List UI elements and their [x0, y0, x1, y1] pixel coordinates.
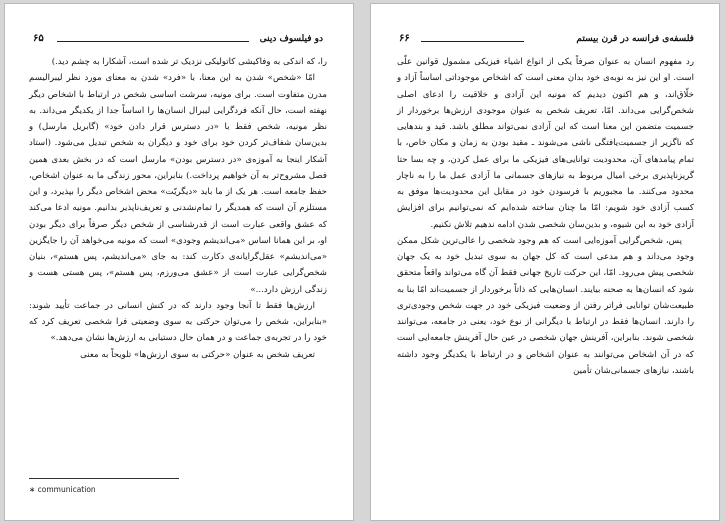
right-running-title: فلسفه‌ی فرانسه در قرن بیستم: [576, 34, 694, 44]
right-page-header: [399, 34, 694, 50]
paragraph: پس، شخص‌گرایی آموزه‌ایی است که هم وجود شخصی را عالی‌ترین شکل ممکن وجود می‌داند و هم مدعی است که کل جهان به سوی تبدیل خود به یک جهان شخصی پیش می‌رود. امّا، این حرکت تاریخ جهانی فقط آن گاه می‌تواند واقعاً متحقق شود که انسان‌ها به صحنه بیایند. انسان‌هایی که ذاتاً برخوردار از جسمیت‌اند امّا بنا به طبیعت‌شان توانایی فراتر رفتن از وضعیت فیزیکی خود در جهت شخص وجودی‌تری را دارند. انسان‌ها فقط در ارتباط با دیگرانی از نوع خود، یعنی در جامعه، می‌توانند شخصی شوند. بنابراین، آفرینش جهان شخصی در عین حال آفرینش جامعه‌ایی است که در آن اشخاص می‌توانند به عنوان اشخاص و در ارتباط با یکدیگر وجود داشته باشند، نیازهای جسمانی‌شان تأمین: [397, 235, 694, 376]
right-page: [370, 3, 720, 521]
paragraph: امّا «شخص» شدن به این معنا، با «فرد» شدن به معنای مورد نظر لیبرالیسم مدرن متفاوت است. برای مونیه، سرشت اساسی شخص در ارتباط با اشخاص دیگر نهفته است، حال آنکه فردگرایی لیبرال انسان‌ها را اساساً جدا از یکدیگر می‌داند. به نظر مونیه، شخص فقط با «در دسترس قرار دادن خود» (گابریل مارسل) و بدین‌سان شفاف‌تر کردن خود برای خود و دیگران به شخص تبدیل می‌شود. (استاد آشکار اینجا به آموزه‌ی «در دسترس بودن» مارسل است که در بخش بعدی همین فصل مشروح‌تر به آن خواهیم پرداخت.) بنابراین، محور زندگی ما به عنوان اشخاص، حفظ جامعه است. هر یک از ما باید «دیگریّت» محض اشخاص دیگر را بپذیرد، و این مستلزم آن است که همدیگر را تمام‌نشدنی و تعریف‌ناپذیر بدانیم. مونیه ادعا می‌کند که عشق واقعی عبارت است از قدرشناسی از شخص دیگر صرفاً برای دیگر بودن او، بر این همانا اساس «می‌اندیشم وجودی» است که مونیه می‌خواهد آن را جایگزین «می‌اندیشم» عقل‌گرایانه‌ی دکارت کند: به جای «می‌اندیشم، پس هستم»، بنیان شخص‌گرایی عبارت است از «عشق می‌ورزم، پس هستم»، پس هستی هست و زندگی ارزش دارد...»: [29, 73, 327, 295]
right-page-body: [397, 54, 694, 379]
left-page-header: [33, 34, 323, 50]
left-page-body: [29, 54, 327, 363]
paragraph: ارزش‌ها فقط تا آنجا وجود دارند که در کنش انسانی در جماعت تأیید شوند: «بنابراین، شخص را می‌توان حرکتی به سوی وضعیتی فرا شخصی تعریف کرد که خود را در تجربه‌ی جماعت و در همان حال دستیابی به ارزش‌ها نشان می‌دهد.»: [29, 300, 327, 344]
footnote-rule: [29, 478, 179, 479]
header-rule: [421, 41, 524, 42]
right-page-number: ۶۶: [399, 33, 410, 44]
left-running-title: دو فیلسوف دینی: [259, 34, 323, 44]
paragraph: تعریف شخص به عنوان «حرکتی به سوی ارزش‌ها» تلویحاً به معنی: [80, 349, 315, 360]
left-page-number: ۶۵: [33, 33, 44, 44]
paragraph: را، که اندکی به وفاکیشی کاتولیکی نزدیک تر شده است، آشکارا به چشم دید.): [51, 57, 327, 67]
paragraph: رد مفهوم انسان به عنوان صرفاً یکی از انواع اشیاء فیزیکی مشمول قوانین علّی است. او این نیز به نوبه‌ی خود بدان معنی است که اشخاص موجوداتی اساساً آزاد و خلّاق‌اند، و هم اکنون دیدیم که مونیه این آزادی و خلاقیت را ادعای اصلی شخص‌گرایی می‌داند. امّا، تعریف شخص به عنوان موجودی ارزش‌ها برخوردار از جسمیت متضمن این معنا است که این آزادی نمی‌تواند مطلق باشد. قید و بندهایی که ناگزیر از جسمیت‌یافتگی ناشی می‌شوند ـ مقید بودن به زمان و مکان خاص، با تمام پیامدهای آن، محدودیت توانایی‌های فیزیکی ما برای عمل کردن، و چه بسا حتا گریزناپذیری برخی امیال مربوط به نیازهای جسمانی ما آزادی عمل ما را به ناچار محدود می‌کنند. ما مجبوریم با فرسودن خود در مقابل این محدودیت‌ها موفق به کسب آزادی خود شویم: امّا ما چنان ساخته شده‌ایم که نمی‌توانیم برای افزایش آزادی خود به این شیوه، و بدین‌سان شخصی شدن ادامه ندهیم تلاش نکنیم.: [397, 57, 694, 230]
left-page: [4, 3, 354, 521]
header-rule: [57, 41, 249, 42]
footnote: ∗ communication: [29, 485, 96, 494]
